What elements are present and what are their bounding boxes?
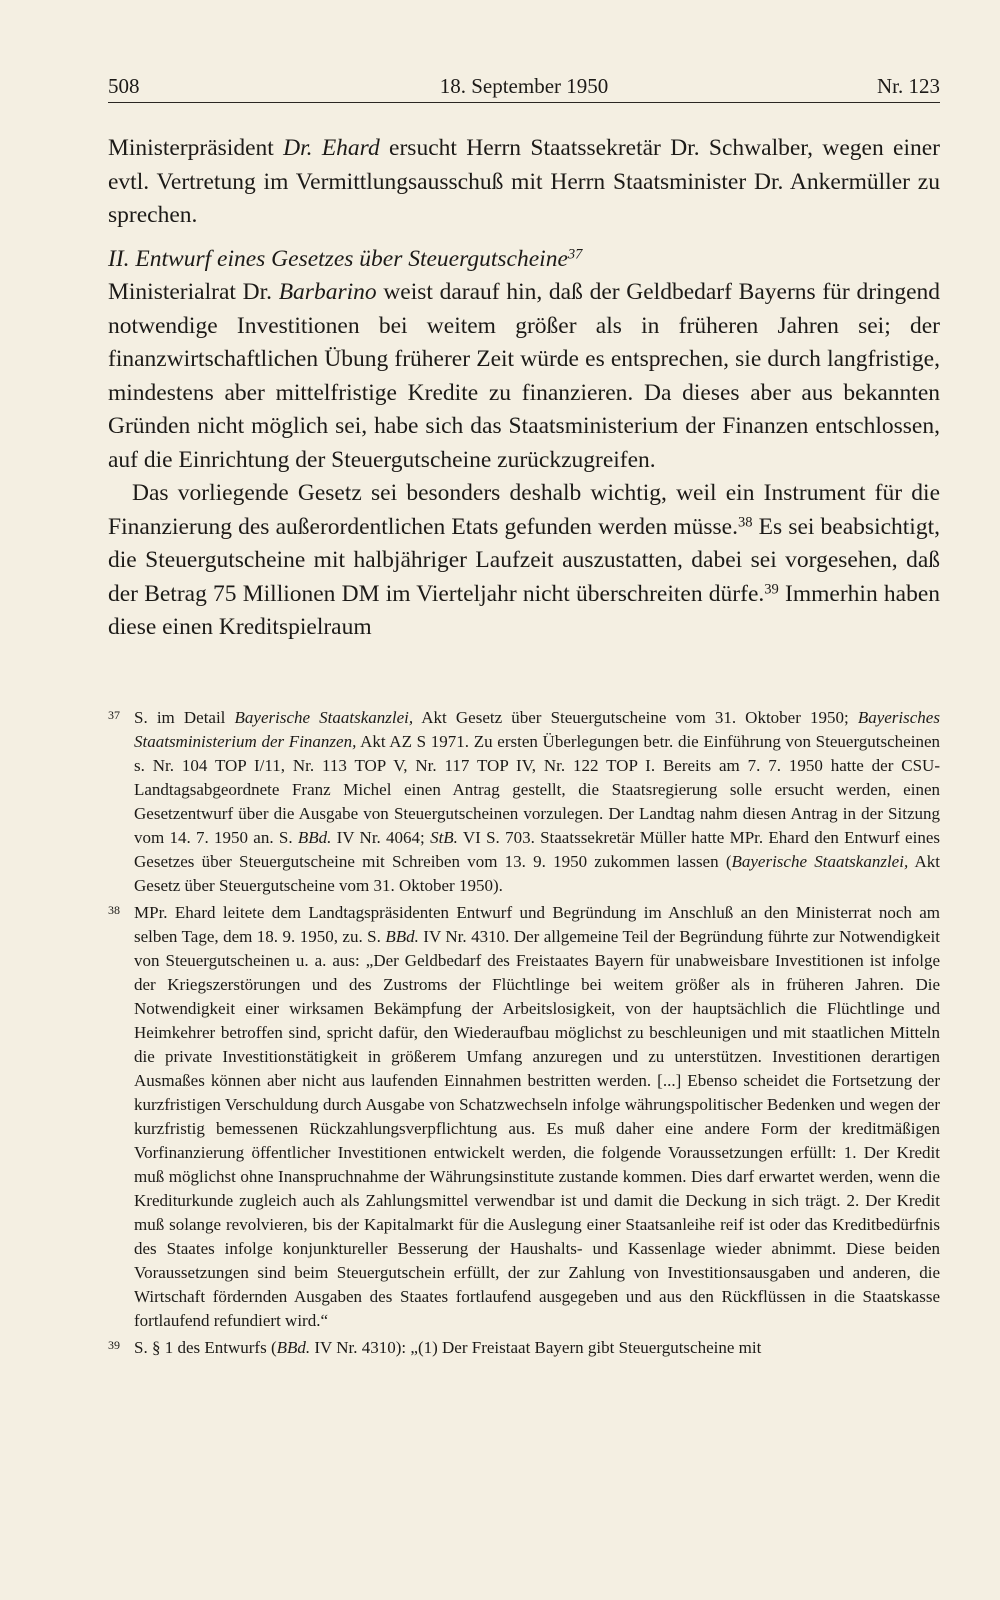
source-name: Bayerisches Staatsministerium der Finanzen,	[134, 708, 940, 751]
source-abbrev: BBd.	[297, 828, 332, 847]
person-name: Barbarino	[278, 279, 377, 305]
page-number: 508	[108, 74, 140, 98]
main-text	[108, 132, 940, 645]
source-abbrev: StB.	[430, 828, 458, 847]
text-run: Akt AZ S 1971. Zu ersten Überlegungen betr. die Einführung von Steuergutscheinen s. Nr. 104 TOP I/11, Nr. 113 TOP V, Nr. 117 TOP IV, Nr. 122 TOP I. Bereits am 7. 7. 1950 hatte der CSU-Landtagsabgeordnete Franz Michel einen Antrag gestellt, die Staatsregierung solle ersucht werden, einen Gesetzentwurf über die Ausgabe von Steuergutscheinen vorzulegen. Der Landtag nahm diesen Antrag in der Sitzung vom 14. 7. 1950 an. S.	[134, 732, 940, 847]
text-run: IV Nr. 4310): „(1) Der Freistaat Bayern gibt Steuergutscheine mit	[310, 1338, 762, 1357]
person-name: Dr. Ehard	[283, 135, 380, 161]
footnote-number: 37	[108, 708, 120, 722]
footnote-ref: 38	[737, 514, 753, 531]
footnote-number: 38	[108, 903, 120, 917]
footnote-number: 39	[108, 1338, 120, 1352]
text-run: weist darauf hin, daß der Geldbedarf Bayerns für dringend notwendige Investitionen bei weitem größer als in früheren Jahren sei; der finanzwirtschaftlichen Übung früherer Zeit würde es entsprechen, sie durch langfristige, mindestens aber mittelfristige Kredite zu finanzieren. Da dieses aber aus bekannten Gründen nicht möglich sei, habe sich das Staatsministerium der Finanzen entschlossen, auf die Einrichtung der Steuergutscheine zurückzugreifen.	[108, 279, 940, 473]
text-run: ersucht Herrn Staatssekretär Dr. Schwalber, wegen einer evtl. Vertretung im Vermittlungsausschuß mit Herrn Staatsminister Dr. Ankermüller zu sprechen.	[108, 135, 940, 228]
footnote-ref: 39	[764, 581, 779, 598]
text-run: MPr. Ehard leitete dem Landtagspräsidenten Entwurf und Begründung im Anschluß an den Ministerrat noch am selben Tage, dem 18. 9. 1950, zu. S.	[134, 903, 940, 946]
section-heading	[108, 243, 940, 277]
source-abbrev: BBd.	[276, 1338, 311, 1357]
protocol-number: Nr. 123	[877, 74, 940, 98]
text-run: IV Nr. 4310. Der allgemeine Teil der Begründung führte zur Notwendigkeit von Steuergutscheinen u. a. aus: „Der Geldbedarf des Freistaates Bayern für unabweisbare Investitionen ist infolge der Kriegszerstörungen und des Zustroms der Flüchtlinge bei weitem größer als in früheren Jahren. Die Notwendigkeit einer wirksamen Bekämpfung der Arbeitslosigkeit, von der hauptsächlich die Flüchtlinge und Heimkehrer betroffen sind, spricht dafür, den Wiederaufbau möglichst zu beschleunigen und mit staatlichen Mitteln die private Investitionstätigkeit in größerem Umfang anzuregen und zu unterstützen. Investitionen derartigen Ausmaßes können aber nicht aus laufenden Einnahmen bestritten werden. [...] Ebenso scheidet die Fortsetzung der kurzfristigen Verschuldung durch Ausgabe von Schatzwechseln infolge währungspolitischer Bedenken und wegen der kurzfristig bemessenen Rückzahlungsverpflichtung aus. Es muß daher eine andere Form der kreditmäßigen Vorfinanzierung öffentlicher Investitionen entwickelt werden, die folgende Voraussetzungen erfüllt: 1. Der Kredit muß möglichst ohne Inanspruchnahme der Währungsinstitute zustande kommen. Dies darf erwartet werden, wenn die Krediturkunde zugleich auch als Zahlungsmittel verwendbar ist und damit die Deckung in sich trägt. 2. Der Kredit muß solange revolvieren, bis der Kapitalmarkt für die Auslegung einer Staatsanleihe reif ist oder das Kreditbedürfnis des Staates infolge konjunktureller Besserung der Haushalts- und Kassenlage wieder abnimmt. Diese beiden Voraussetzungen sind beim Steuergutschein erfüllt, der zur Zahlung von Investitionsausgaben und anderen, die Wirtschaft fördernden Ausgaben des Staates fortlaufend ausgegeben und aus den Rückflüssen in die Staatskasse fortlaufend refundiert wird.“	[134, 927, 940, 1330]
text-run: VI S. 703. Staatssekretär Müller hatte MPr. Ehard den Entwurf eines Gesetzes über Steuergutscheine mit Schreiben vom 13. 9. 1950 zukommen lassen (	[134, 828, 940, 871]
text-run: Immerhin haben diese einen Kreditspielraum	[108, 580, 941, 640]
text-run: Ministerialrat Dr.	[108, 279, 279, 305]
source-abbrev: BBd.	[385, 927, 419, 946]
running-header	[108, 70, 940, 103]
footnote-39	[108, 1336, 940, 1360]
footnote-38	[108, 901, 940, 1333]
footnote-ref: 37	[567, 246, 583, 263]
text-run: Das vorliegende Gesetz sei besonders deshalb wichtig, weil ein Instrument für die Finanzierung des außerordentlichen Etats gefunden werden müsse.	[108, 480, 940, 540]
text-run: S. im Detail	[134, 708, 235, 727]
heading-text: II. Entwurf eines Gesetzes über Steuergutscheine	[108, 245, 568, 272]
text-run: S. § 1 des Entwurfs (	[134, 1338, 277, 1357]
text-run: Akt Gesetz über Steuergutscheine vom 31. Oktober 1950).	[134, 852, 940, 895]
text-run: Akt Gesetz über Steuergutscheine vom 31. Oktober 1950;	[413, 708, 858, 727]
text-run: Es sei beabsichtigt, die Steuergutscheine mit halbjähriger Laufzeit auszustatten, dabei sei vorgesehen, daß der Betrag 75 Millionen DM im Vierteljahr nicht überschreiten dürfe.	[108, 513, 940, 607]
paragraph-gesetz	[108, 477, 940, 645]
text-run: Ministerpräsident	[108, 135, 284, 161]
footnote-37	[108, 706, 940, 898]
text-run: IV Nr. 4064;	[331, 828, 431, 847]
paragraph-barbarino	[108, 276, 940, 477]
paragraph-ehard	[108, 132, 940, 233]
footnotes	[108, 706, 940, 1363]
header-date: 18. September 1950	[439, 74, 609, 98]
source-name: Bayerische Staatskanzlei,	[731, 852, 909, 871]
source-name: Bayerische Staatskanzlei,	[234, 708, 414, 727]
